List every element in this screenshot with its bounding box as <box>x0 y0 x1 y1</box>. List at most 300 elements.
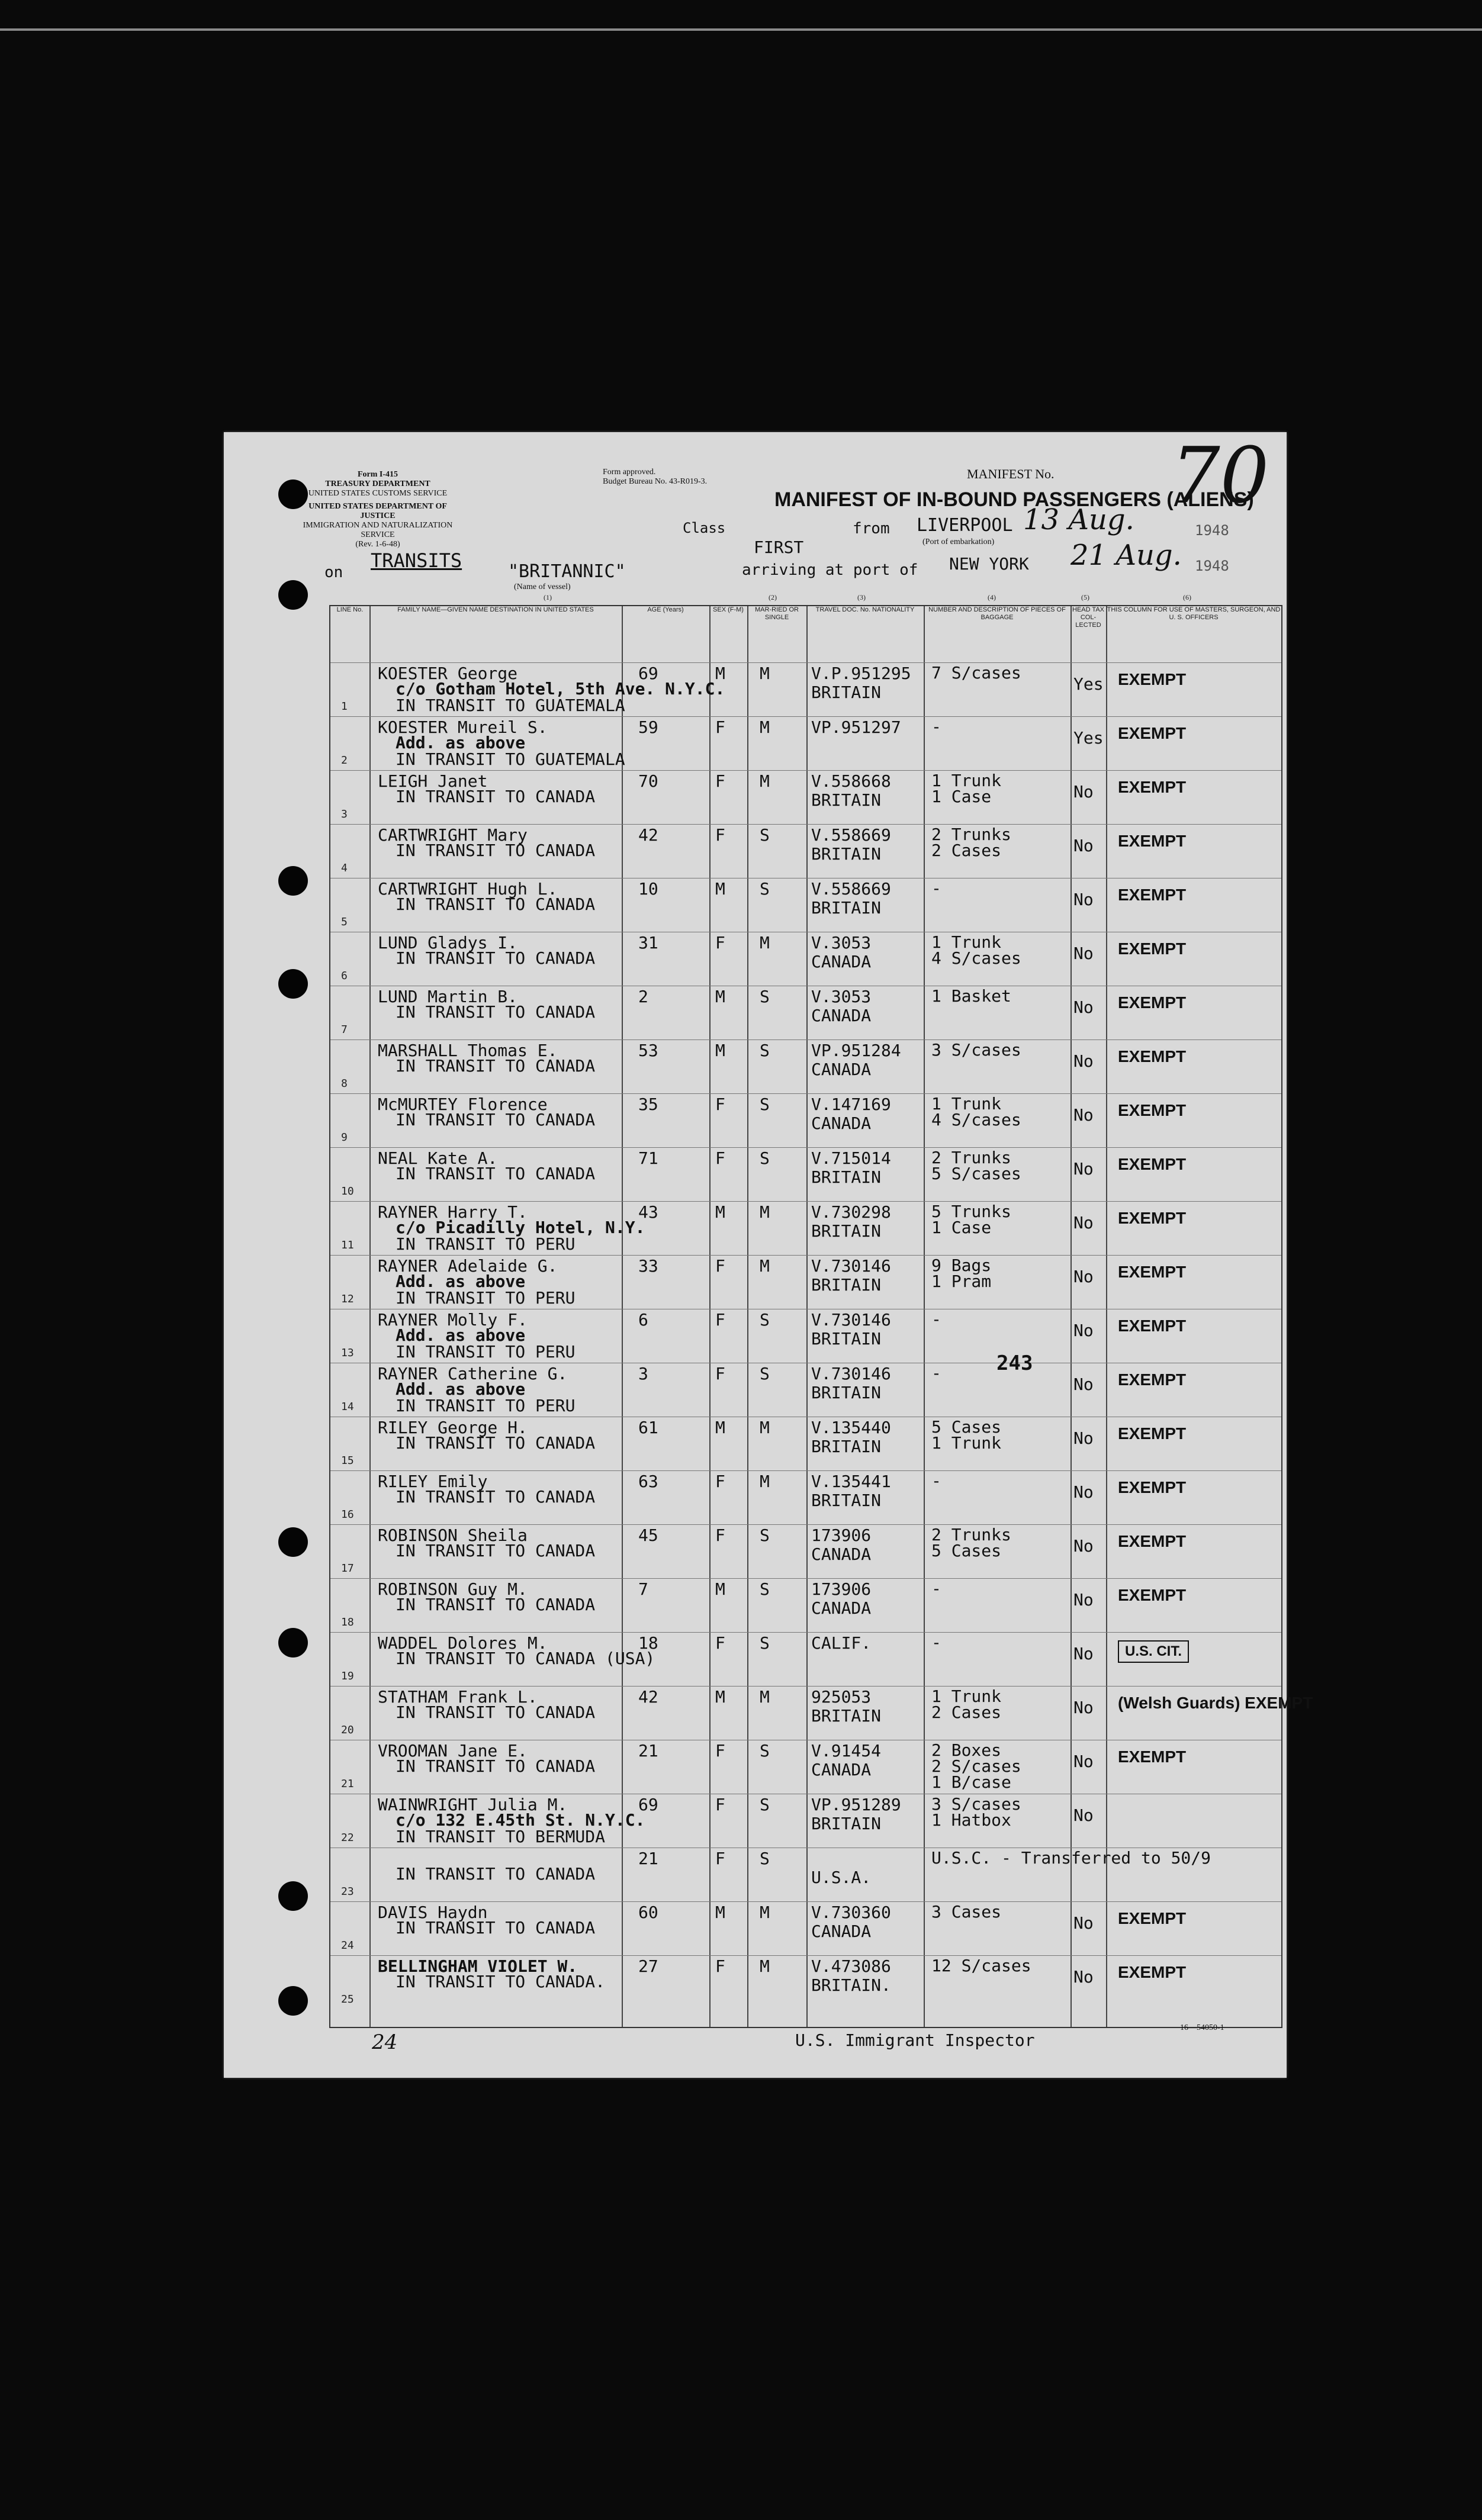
officer-note: (Welsh Guards) EXEMPT <box>1118 1694 1313 1712</box>
line-number: 8 <box>341 1077 348 1090</box>
baggage: 7 S/cases <box>931 663 1021 683</box>
destination-transit: IN TRANSIT TO PERU <box>396 1288 576 1308</box>
marital-status: S <box>760 1579 770 1599</box>
line-number: 11 <box>341 1239 354 1251</box>
sex: F <box>715 1095 725 1114</box>
passenger-name: WADDEL Dolores M. <box>378 1633 548 1653</box>
row-divider <box>330 662 1281 663</box>
baggage: 3 S/cases <box>931 1040 1021 1060</box>
table-row <box>330 1255 1281 1308</box>
nationality: BRITAIN <box>811 1221 882 1241</box>
travel-doc: V.558668 <box>811 771 891 791</box>
age: 63 <box>638 1472 658 1491</box>
table-row <box>330 716 1281 770</box>
tally-number: 243 <box>996 1351 1033 1375</box>
sex: M <box>715 1418 725 1437</box>
nationality: BRITAIN <box>811 1167 882 1187</box>
passenger-name: DAVIS Haydn <box>378 1903 488 1922</box>
sex: M <box>715 987 725 1006</box>
officer-note: EXEMPT <box>1118 1478 1187 1496</box>
passenger-name: KOESTER George <box>378 664 518 683</box>
row-divider <box>330 1093 1281 1094</box>
nationality: BRITAIN <box>811 1275 882 1295</box>
passenger-name: RILEY George H. <box>378 1418 528 1437</box>
officer-note: EXEMPT <box>1118 1963 1187 1981</box>
destination: IN TRANSIT TO CANADA <box>396 1433 596 1453</box>
row-divider <box>330 1632 1281 1633</box>
passenger-name: RAYNER Adelaide G. <box>378 1256 558 1276</box>
nationality: BRITAIN <box>811 790 882 810</box>
sex: F <box>715 1795 725 1814</box>
line-number: 13 <box>341 1347 354 1359</box>
punch-hole <box>278 580 308 610</box>
age: 6 <box>638 1310 648 1330</box>
col-header-doc: TRAVEL DOC. No. NATIONALITY <box>815 606 915 613</box>
row-divider <box>330 1470 1281 1471</box>
sex: M <box>715 1041 725 1060</box>
destination-transit: IN TRANSIT TO BERMUDA <box>396 1827 606 1846</box>
marital-status: S <box>760 1364 770 1383</box>
travel-doc: V.147169 <box>811 1095 891 1114</box>
marital-status: M <box>760 1903 770 1922</box>
sex: F <box>715 1256 725 1276</box>
officer-note: EXEMPT <box>1118 1155 1187 1173</box>
marital-status: S <box>760 987 770 1006</box>
table-row <box>330 1686 1313 1739</box>
table-row <box>330 662 1281 716</box>
destination: IN TRANSIT TO CANADA. <box>396 1972 606 1991</box>
from-date: 13 Aug. <box>1023 503 1134 536</box>
travel-doc: VP.951297 <box>811 717 901 737</box>
class-value: FIRST <box>754 538 804 557</box>
sex: F <box>715 1525 725 1545</box>
table-row <box>330 770 1281 823</box>
sex: F <box>715 1148 725 1168</box>
baggage: - <box>931 1471 941 1491</box>
table-row <box>330 1147 1281 1201</box>
table-row <box>330 1201 1281 1254</box>
marital-status: M <box>760 1956 770 1976</box>
table-row <box>330 1848 1281 1901</box>
destination-transit: IN TRANSIT TO PERU <box>396 1234 576 1254</box>
baggage: 9 Bags 1 Pram <box>931 1256 992 1291</box>
age: 53 <box>638 1041 658 1060</box>
travel-doc: V.730298 <box>811 1202 891 1222</box>
nationality: CANADA <box>811 952 872 971</box>
destination: IN TRANSIT TO CANADA <box>396 1056 596 1076</box>
punch-hole <box>278 1628 308 1658</box>
line-number: 6 <box>341 970 348 982</box>
col-header-sex: SEX (F-M) <box>713 606 744 613</box>
table-row <box>330 1794 1281 1847</box>
sex: F <box>715 1956 725 1976</box>
nationality: BRITAIN <box>811 1814 882 1833</box>
age: 2 <box>638 987 648 1006</box>
row-divider <box>330 1147 1281 1148</box>
baggage: 1 Trunk 4 S/cases <box>931 932 1021 968</box>
table-row <box>330 1417 1281 1470</box>
travel-doc: V.715014 <box>811 1148 891 1168</box>
officer-note: EXEMPT <box>1118 1424 1187 1443</box>
sex: M <box>715 1903 725 1922</box>
destination-transit: IN TRANSIT TO PERU <box>396 1342 576 1362</box>
row-divider <box>330 716 1281 717</box>
inspector-label: U.S. Immigrant Inspector <box>795 2030 1035 2050</box>
travel-doc: VP.951289 <box>811 1795 901 1814</box>
destination-transit: IN TRANSIT TO PERU <box>396 1396 576 1415</box>
head-tax: No <box>1073 1805 1094 1825</box>
marital-status: S <box>760 1310 770 1330</box>
marital-status: M <box>760 717 770 737</box>
passenger-name: KOESTER Mureil S. <box>378 717 548 737</box>
officer-note: EXEMPT <box>1118 1532 1187 1550</box>
head-tax: No <box>1073 1698 1094 1717</box>
sex: F <box>715 771 725 791</box>
line-number: 3 <box>341 808 348 820</box>
table-row <box>330 1470 1281 1524</box>
col-header-name: FAMILY NAME—GIVEN NAME DESTINATION IN UNITED STATES <box>397 606 594 613</box>
destination-transit: IN TRANSIT TO GUATEMALA <box>396 749 625 769</box>
baggage: - <box>931 1309 941 1329</box>
sex: F <box>715 1741 725 1761</box>
baggage: 12 S/cases <box>931 1956 1031 1975</box>
sex: F <box>715 825 725 845</box>
age: 70 <box>638 771 658 791</box>
table-row <box>330 878 1281 931</box>
baggage: - <box>931 717 941 736</box>
nationality: BRITAIN <box>811 1383 882 1402</box>
marital-status: S <box>760 1741 770 1761</box>
table-row <box>330 824 1281 877</box>
sex: F <box>715 1849 725 1868</box>
head-tax: No <box>1073 1051 1094 1071</box>
baggage: - <box>931 1633 941 1652</box>
head-tax: Yes <box>1073 674 1104 694</box>
officer-note: EXEMPT <box>1118 724 1187 742</box>
marital-status: M <box>760 771 770 791</box>
row-divider <box>330 1901 1281 1902</box>
travel-doc: 925053 <box>811 1687 872 1707</box>
age: 60 <box>638 1903 658 1922</box>
officer-note: EXEMPT <box>1118 993 1187 1012</box>
passenger-name: CARTWRIGHT Hugh L. <box>378 879 558 899</box>
baggage: 2 Trunks 5 S/cases <box>931 1148 1021 1183</box>
officer-note: EXEMPT <box>1118 939 1187 958</box>
line-number: 23 <box>341 1885 354 1898</box>
passenger-name: LUND Martin B. <box>378 987 518 1006</box>
marital-status: S <box>760 825 770 845</box>
line-number: 1 <box>341 700 348 713</box>
officer-note: EXEMPT <box>1118 1317 1187 1335</box>
nationality: CANADA <box>811 1113 872 1133</box>
line-number: 15 <box>341 1454 354 1467</box>
travel-doc: V.558669 <box>811 879 891 899</box>
table-row <box>330 1093 1281 1147</box>
destination: IN TRANSIT TO CANADA <box>396 1110 596 1129</box>
line-number: 5 <box>341 916 348 928</box>
row-divider <box>330 1686 1281 1687</box>
table-row <box>330 1039 1281 1093</box>
head-tax: No <box>1073 1644 1094 1663</box>
officer-note: EXEMPT <box>1118 778 1187 796</box>
marital-status: S <box>760 1148 770 1168</box>
table-row <box>330 1524 1281 1578</box>
marital-status: M <box>760 933 770 952</box>
travel-doc: V.730360 <box>811 1903 891 1922</box>
line-number: 12 <box>341 1293 354 1305</box>
age: 42 <box>638 1687 658 1707</box>
sex: M <box>715 879 725 899</box>
officer-note: EXEMPT <box>1118 670 1187 688</box>
officer-note: EXEMPT <box>1118 1747 1187 1766</box>
destination: IN TRANSIT TO CANADA <box>396 1918 596 1938</box>
sex: F <box>715 717 725 737</box>
from-port: LIVERPOOL <box>917 515 1013 536</box>
sex: F <box>715 1310 725 1330</box>
line-number: 18 <box>341 1616 354 1628</box>
line-number: 9 <box>341 1131 348 1144</box>
marital-status: S <box>760 879 770 899</box>
travel-doc: V.473086 <box>811 1956 891 1976</box>
passenger-name: NEAL Kate A. <box>378 1148 498 1168</box>
destination: IN TRANSIT TO CANADA <box>396 1756 596 1776</box>
head-tax: No <box>1073 1752 1094 1771</box>
row-divider <box>330 770 1281 771</box>
destination: IN TRANSIT TO CANADA <box>396 1864 596 1884</box>
destination: c/o Picadilly Hotel, N.Y. <box>396 1218 645 1237</box>
table-row <box>330 1309 1281 1362</box>
destination: IN TRANSIT TO CANADA <box>396 1702 596 1722</box>
baggage: 3 Cases <box>931 1902 1002 1922</box>
col-header-tax: HEAD TAX COL-LECTED <box>1072 606 1104 629</box>
travel-doc: V.730146 <box>811 1256 891 1276</box>
marital-status: S <box>760 1525 770 1545</box>
line-number: 17 <box>341 1562 354 1575</box>
passenger-name: McMURTEY Florence <box>378 1095 548 1114</box>
form-header-left: Form I-415 TREASURY DEPARTMENT UNITED STATES CUSTOMS SERVICE UNITED STATES DEPARTMENT OF JUSTICE IMMIGRATION AND NATURALIZATION SERVICE (Rev. 1-6-48) <box>303 470 453 549</box>
vessel-name: "BRITANNIC" <box>508 561 626 582</box>
officer-note: U.S. CIT. <box>1118 1640 1189 1663</box>
marital-status: M <box>760 1687 770 1707</box>
age: 27 <box>638 1956 658 1976</box>
destination: Add. as above <box>396 1325 526 1345</box>
port-embark-label: (Port of embarkation) <box>922 538 995 546</box>
line-number: 19 <box>341 1670 354 1682</box>
line-number: 24 <box>341 1939 354 1952</box>
table-row <box>330 1632 1281 1685</box>
nationality: BRITAIN <box>811 898 882 918</box>
punch-hole <box>278 1986 308 2016</box>
travel-doc: CALIF. <box>811 1633 872 1653</box>
print-code: 16—54050-1 <box>1180 2023 1224 2032</box>
marital-status: S <box>760 1795 770 1814</box>
head-tax: No <box>1073 1375 1094 1394</box>
vessel-label: (Name of vessel) <box>514 582 571 591</box>
head-tax: No <box>1073 944 1094 963</box>
passenger-name: RAYNER Catherine G. <box>378 1364 568 1383</box>
head-tax: No <box>1073 1482 1094 1502</box>
nationality: BRITAIN <box>811 1329 882 1348</box>
marital-status: S <box>760 1041 770 1060</box>
destination: Add. as above <box>396 1272 526 1291</box>
line-number: 10 <box>341 1185 354 1198</box>
nationality: CANADA <box>811 1060 872 1079</box>
destination: IN TRANSIT TO CANADA <box>396 948 596 968</box>
row-divider <box>330 824 1281 825</box>
marital-status: M <box>760 1418 770 1437</box>
marital-status: M <box>760 664 770 683</box>
passenger-name: STATHAM Frank L. <box>378 1687 538 1707</box>
line-number: 7 <box>341 1024 348 1036</box>
baggage: 1 Trunk 4 S/cases <box>931 1094 1021 1129</box>
passenger-name: CARTWRIGHT Mary <box>378 825 528 845</box>
head-tax: No <box>1073 1159 1094 1179</box>
passenger-name: WAINWRIGHT Julia M. <box>378 1795 568 1814</box>
head-tax: No <box>1073 836 1094 855</box>
destination: IN TRANSIT TO CANADA <box>396 787 596 806</box>
age: 69 <box>638 664 658 683</box>
marital-status: S <box>760 1633 770 1653</box>
class-label: Class <box>683 520 726 536</box>
arrival-port: NEW YORK <box>949 554 1029 574</box>
passenger-name: MARSHALL Thomas E. <box>378 1041 558 1060</box>
travel-doc: 173906 <box>811 1579 872 1599</box>
form-approval: Form approved. Budget Bureau No. 43-R019-3. <box>603 468 708 486</box>
head-tax: No <box>1073 997 1094 1017</box>
passenger-name: VROOMAN Jane E. <box>378 1741 528 1761</box>
age: 45 <box>638 1525 658 1545</box>
head-tax: Yes <box>1073 728 1104 748</box>
nationality: CANADA <box>811 1922 872 1941</box>
table-row <box>330 1901 1281 1955</box>
destination: IN TRANSIT TO CANADA <box>396 1595 596 1614</box>
table-row <box>330 1955 1281 2009</box>
destination: IN TRANSIT TO CANADA <box>396 1541 596 1560</box>
destination: IN TRANSIT TO CANADA (USA) <box>396 1649 655 1668</box>
head-tax: No <box>1073 1267 1094 1286</box>
nationality: CANADA <box>811 1006 872 1025</box>
baggage: 1 Basket <box>931 986 1011 1006</box>
row-divider <box>330 1201 1281 1202</box>
nationality: BRITAIN <box>811 1491 882 1510</box>
col-header-age: AGE (Years) <box>647 606 684 613</box>
transits-label: TRANSITS <box>371 549 462 572</box>
travel-doc: V.91454 <box>811 1741 882 1761</box>
col-header-line: LINE No. <box>336 606 364 613</box>
travel-doc: 173906 <box>811 1525 872 1545</box>
nationality: CANADA <box>811 1598 872 1618</box>
manifest-no-label: MANIFEST No. <box>967 466 1055 481</box>
nationality: BRITAIN. <box>811 1975 891 1995</box>
head-tax: No <box>1073 1213 1094 1232</box>
passenger-name: ROBINSON Sheila <box>378 1525 528 1545</box>
col-number: (2) <box>769 593 777 601</box>
travel-doc: V.3053 <box>811 933 872 952</box>
officer-note: EXEMPT <box>1118 1370 1187 1389</box>
passenger-table <box>329 593 1313 2028</box>
travel-doc: V.P.951295 <box>811 664 911 683</box>
table-row <box>330 986 1281 1039</box>
manifest-page <box>224 430 1313 2078</box>
line-number: 16 <box>341 1508 354 1521</box>
marital-status: M <box>760 1202 770 1222</box>
arrival-date: 21 Aug. <box>1070 539 1182 572</box>
age: 69 <box>638 1795 658 1814</box>
destination: c/o Gotham Hotel, 5th Ave. N.Y.C. <box>396 679 725 699</box>
travel-doc: V.558669 <box>811 825 891 845</box>
year-2: 1948 <box>1195 558 1229 574</box>
marital-status: M <box>760 1472 770 1491</box>
baggage: 2 Boxes 2 S/cases 1 B/case <box>931 1740 1021 1792</box>
punch-hole <box>278 1527 308 1557</box>
nationality: CANADA <box>811 1760 872 1779</box>
line-number: 20 <box>341 1724 354 1736</box>
destination: IN TRANSIT TO CANADA <box>396 1487 596 1507</box>
age: 59 <box>638 717 658 737</box>
age: 31 <box>638 933 658 952</box>
head-tax: No <box>1073 890 1094 909</box>
manifest-number: 70 <box>1171 430 1269 520</box>
nationality: BRITAIN <box>811 844 882 864</box>
sex: F <box>715 1364 725 1383</box>
head-tax: No <box>1073 782 1094 802</box>
line-number: 21 <box>341 1778 354 1790</box>
row-divider <box>330 1955 1281 1956</box>
baggage: - <box>931 878 941 898</box>
row-divider <box>330 1255 1281 1256</box>
destination: IN TRANSIT TO CANADA <box>396 841 596 860</box>
head-tax: No <box>1073 1536 1094 1556</box>
age: 21 <box>638 1849 658 1868</box>
age: 33 <box>638 1256 658 1276</box>
age: 71 <box>638 1148 658 1168</box>
travel-doc: V.135440 <box>811 1418 891 1437</box>
sex: F <box>715 1633 725 1653</box>
age: 61 <box>638 1418 658 1437</box>
head-tax: No <box>1073 1590 1094 1610</box>
sex: M <box>715 664 725 683</box>
table-row <box>330 1740 1281 1793</box>
row-divider <box>330 1524 1281 1525</box>
arriving-label: arriving at port of <box>742 561 918 579</box>
on-label: on <box>324 564 343 581</box>
officer-note: EXEMPT <box>1118 1909 1187 1927</box>
passenger-name: RAYNER Harry T. <box>378 1202 528 1222</box>
age: 10 <box>638 879 658 899</box>
passenger-name: LUND Gladys I. <box>378 933 518 952</box>
manifest-title: MANIFEST OF IN-BOUND PASSENGERS (ALIENS) <box>774 488 1254 511</box>
page-count: 24 <box>372 2030 398 2054</box>
officer-note: EXEMPT <box>1118 886 1187 904</box>
col-header-officers: THIS COLUMN FOR USE OF MASTERS, SURGEON, AND U. S. OFFICERS <box>1107 606 1281 621</box>
baggage: U.S.C. - Transferred to 50/9 <box>931 1848 1211 1868</box>
table-row <box>330 1363 1281 1416</box>
destination: Add. as above <box>396 1379 526 1399</box>
head-tax: No <box>1073 1105 1094 1125</box>
marital-status: S <box>760 1095 770 1114</box>
destination: IN TRANSIT TO CANADA <box>396 894 596 914</box>
baggage: 1 Trunk 1 Case <box>931 771 1002 806</box>
punch-hole <box>278 1881 308 1911</box>
baggage: 2 Trunks 2 Cases <box>931 825 1011 860</box>
passenger-name: RILEY Emily <box>378 1472 488 1491</box>
sex: M <box>715 1202 725 1222</box>
officer-note: EXEMPT <box>1118 1047 1187 1066</box>
from-label: from <box>853 520 890 538</box>
line-number: 14 <box>341 1401 354 1413</box>
destination: Add. as above <box>396 733 526 752</box>
nationality: BRITAIN <box>811 1437 882 1456</box>
